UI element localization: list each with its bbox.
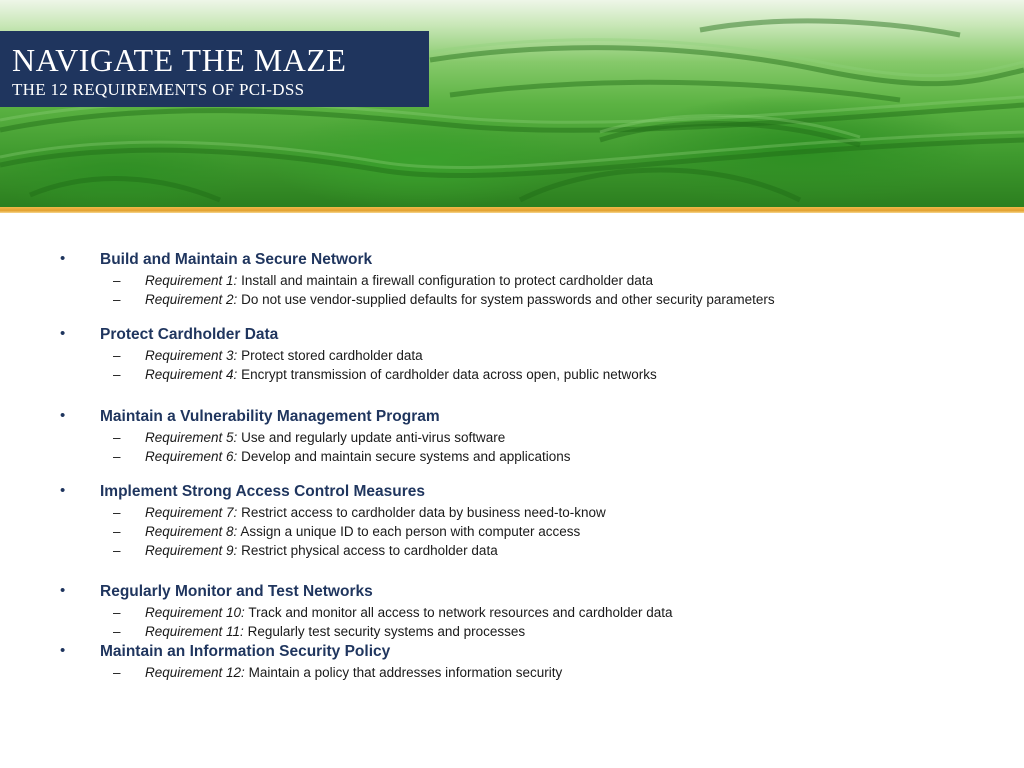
- section-heading: Regularly Monitor and Test Networks: [100, 583, 373, 600]
- requirement-text: Develop and maintain secure systems and applications: [241, 449, 571, 464]
- requirement-label: Requirement 8:: [145, 524, 238, 539]
- requirement-label: Requirement 9:: [145, 543, 238, 558]
- requirement-text: Assign a unique ID to each person with computer access: [240, 524, 581, 539]
- banner-subtitle: THE 12 REQUIREMENTS OF PCI-DSS: [12, 80, 305, 99]
- requirement-item: [0, 505, 1024, 524]
- banner-title: NAVIGATE THE MAZE: [12, 42, 347, 78]
- requirement-item: [0, 348, 1024, 367]
- section-heading: Implement Strong Access Control Measures: [100, 483, 426, 500]
- requirement-item: [0, 665, 1024, 684]
- section-heading: Build and Maintain a Secure Network: [100, 251, 373, 268]
- dash-icon: –: [113, 449, 121, 464]
- requirement-text: Protect stored cardholder data: [241, 348, 423, 363]
- requirement-item: [0, 367, 1024, 386]
- requirement-item: [0, 524, 1024, 543]
- requirement-item: [0, 605, 1024, 624]
- section-heading: Maintain an Information Security Policy: [100, 643, 391, 660]
- dash-icon: –: [113, 605, 121, 620]
- requirement-label: Requirement 3:: [145, 348, 238, 363]
- requirement-text: Regularly test security systems and processes: [247, 624, 526, 639]
- dash-icon: –: [113, 665, 121, 680]
- requirement-text: Install and maintain a firewall configuration to protect cardholder data: [241, 273, 654, 288]
- requirement-item: [0, 292, 1024, 311]
- requirement-label: Requirement 11:: [145, 624, 244, 639]
- dash-icon: –: [113, 624, 121, 639]
- dash-icon: –: [113, 430, 121, 445]
- requirement-text: Maintain a policy that addresses information security: [248, 665, 563, 680]
- requirement-text: Track and monitor all access to network resources and cardholder data: [248, 605, 673, 620]
- requirement-text: Use and regularly update anti-virus software: [241, 430, 506, 445]
- dash-icon: –: [113, 273, 121, 288]
- requirement-label: Requirement 2:: [145, 292, 238, 307]
- dash-icon: –: [113, 367, 121, 382]
- bullet-icon: •: [60, 407, 66, 424]
- section-heading: Protect Cardholder Data: [100, 326, 279, 343]
- requirement-label: Requirement 7:: [145, 505, 238, 520]
- requirement-text: Restrict physical access to cardholder data: [241, 543, 498, 558]
- requirement-label: Requirement 12:: [145, 665, 245, 680]
- requirement-item: [0, 624, 1024, 643]
- requirement-item: [0, 430, 1024, 449]
- bullet-icon: •: [60, 482, 66, 499]
- dash-icon: –: [113, 524, 121, 539]
- requirement-item: [0, 543, 1024, 562]
- bullet-icon: •: [60, 250, 66, 267]
- requirement-label: Requirement 4:: [145, 367, 238, 382]
- requirement-item: [0, 273, 1024, 292]
- requirement-label: Requirement 1:: [145, 273, 238, 288]
- bullet-icon: •: [60, 642, 66, 659]
- bullet-icon: •: [60, 325, 66, 342]
- dash-icon: –: [113, 292, 121, 307]
- bullet-icon: •: [60, 582, 66, 599]
- dash-icon: –: [113, 348, 121, 363]
- requirement-item: [0, 449, 1024, 468]
- requirement-label: Requirement 5:: [145, 430, 238, 445]
- dash-icon: –: [113, 543, 121, 558]
- section-heading: Maintain a Vulnerability Management Program: [100, 408, 440, 425]
- requirement-text: Restrict access to cardholder data by business need-to-know: [241, 505, 606, 520]
- requirement-label: Requirement 6:: [145, 449, 238, 464]
- dash-icon: –: [113, 505, 121, 520]
- requirement-text: Encrypt transmission of cardholder data across open, public networks: [241, 367, 657, 382]
- requirement-text: Do not use vendor-supplied defaults for system passwords and other security parameters: [241, 292, 775, 307]
- requirement-label: Requirement 10:: [145, 605, 245, 620]
